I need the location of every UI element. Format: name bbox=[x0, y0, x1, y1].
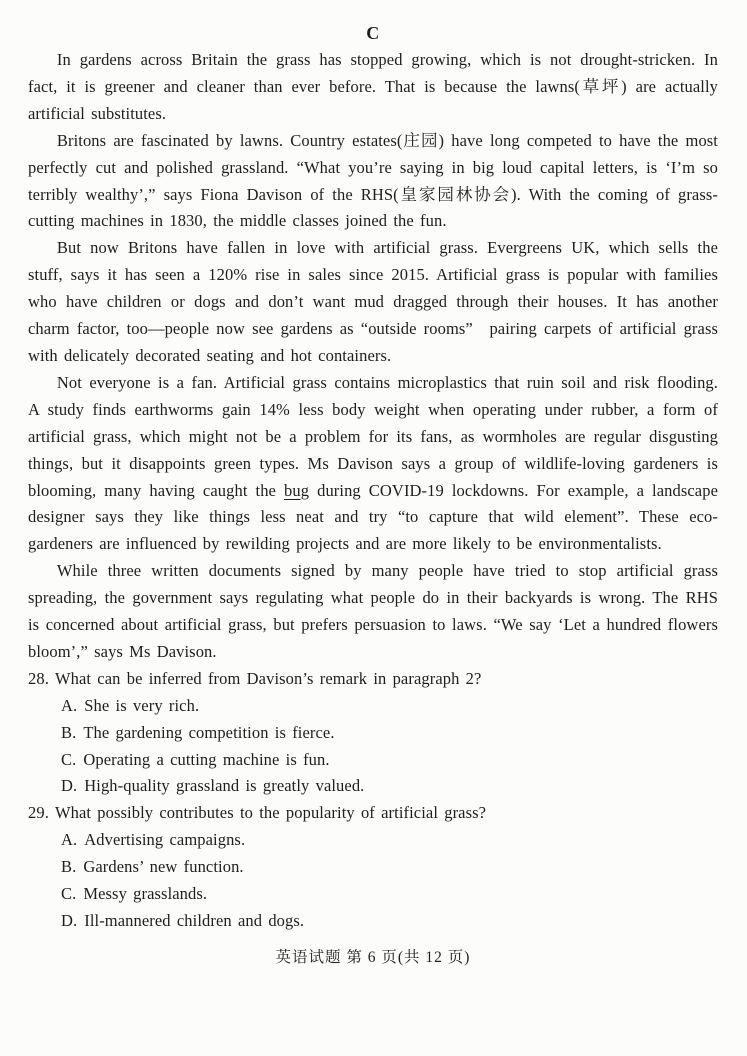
question-28-options bbox=[28, 693, 718, 801]
question-29 bbox=[28, 800, 718, 935]
underlined-word-bug: bug bbox=[284, 480, 310, 500]
option-28-d bbox=[61, 773, 718, 800]
paragraph-1: In gardens across Britain the grass has stopped growing, which is not drought-stricken. In fact, it is greener and cleaner than ever before. That is because the lawns(草坪) are actually artificial substitutes. bbox=[28, 50, 718, 123]
option-28-d-text: High-quality grassland is greatly valued. bbox=[84, 776, 365, 796]
option-28-b bbox=[61, 720, 718, 747]
question-28-text: What can be inferred from Davison’s remark in paragraph 2? bbox=[54, 668, 482, 688]
option-28-b-text: The gardening competition is fierce. bbox=[83, 722, 335, 742]
question-29-stem bbox=[28, 800, 718, 827]
question-section bbox=[28, 666, 718, 935]
page-footer: 英语试题 第 6 页(共 12 页) bbox=[275, 948, 471, 966]
option-28-c-label: C. bbox=[61, 749, 77, 769]
section-heading: C bbox=[366, 23, 380, 43]
paragraph-5: While three written documents signed by many people have tried to stop artificial grass spreading, the government says regulating what people do in their backyards is wrong. The RHS is concerned about artificial grass, but prefers persuasion to laws. “We say ‘Let a hundred flowers bloom’,” says Ms Davison. bbox=[28, 561, 718, 661]
paragraph-4 bbox=[28, 370, 718, 558]
option-29-c-text: Messy grasslands. bbox=[83, 884, 208, 904]
option-29-d-text: Ill-mannered children and dogs. bbox=[84, 911, 305, 930]
question-28 bbox=[28, 666, 718, 801]
option-29-d-label: D. bbox=[61, 911, 78, 930]
question-29-number: 29. bbox=[28, 803, 49, 823]
option-29-c-label: C. bbox=[61, 884, 77, 904]
option-29-a-label: A. bbox=[61, 830, 78, 850]
option-28-c-text: Operating a cutting machine is fun. bbox=[83, 749, 330, 769]
reading-passage bbox=[28, 47, 718, 666]
paragraph-4-post: during COVID-19 lockdowns. For example, a landscape designer says they like things less neat and try “to capture that wild element”. These eco-gardeners are influenced by rewilding projects and are more likely to be environmentalists. bbox=[28, 480, 718, 554]
option-29-a-text: Advertising campaigns. bbox=[84, 830, 246, 850]
option-29-b-text: Gardens’ new function. bbox=[83, 857, 244, 877]
option-29-c bbox=[61, 881, 718, 908]
option-29-b-label: B. bbox=[61, 857, 77, 877]
question-29-text: What possibly contributes to the popularity of artificial grass? bbox=[54, 803, 487, 823]
option-28-a-text: She is very rich. bbox=[84, 695, 200, 715]
question-28-stem bbox=[28, 666, 718, 693]
question-29-options bbox=[28, 827, 718, 935]
question-28-number: 28. bbox=[28, 668, 49, 688]
option-28-a bbox=[61, 693, 718, 720]
option-29-d bbox=[61, 908, 718, 935]
option-28-b-label: B. bbox=[61, 722, 77, 742]
paragraph-3: But now Britons have fallen in love with artificial grass. Evergreens UK, which sells the stuff, says it has seen a 120% rise in sales since 2015. Artificial grass is popular with families who have children or dogs and don’t want mud dragged through their houses. It has another charm factor, too—people now see gardens as “outside rooms” pairing carpets of artificial grass with delicately decorated seating and hot containers. bbox=[28, 238, 718, 365]
option-28-a-label: A. bbox=[61, 695, 78, 715]
option-28-d-label: D. bbox=[61, 776, 78, 796]
option-28-c bbox=[61, 747, 718, 774]
option-29-b bbox=[61, 854, 718, 881]
option-29-a bbox=[61, 827, 718, 854]
paragraph-4-pre: Not everyone is a fan. Artificial grass contains microplastics that ruin soil and risk flooding. A study finds earthworms gain 14% less body weight when operating under rubber, a form of artificial grass, which might not be a problem for its fans, as wormholes are regular disgusting things, but it disappoints green types. Ms Davison says a group of wildlife-loving gardeners is blooming, many having caught the bbox=[28, 372, 718, 500]
paragraph-2: Britons are fascinated by lawns. Country estates(庄园) have long competed to have the most perfectly cut and polished grassland. “What you’re saying in big loud capital letters, is ‘I’m so terribly wealthy’,” says Fiona Davison of the RHS(皇家园林协会). With the coming of grass-cutting machines in 1830, the middle classes joined the fun. bbox=[28, 130, 718, 231]
